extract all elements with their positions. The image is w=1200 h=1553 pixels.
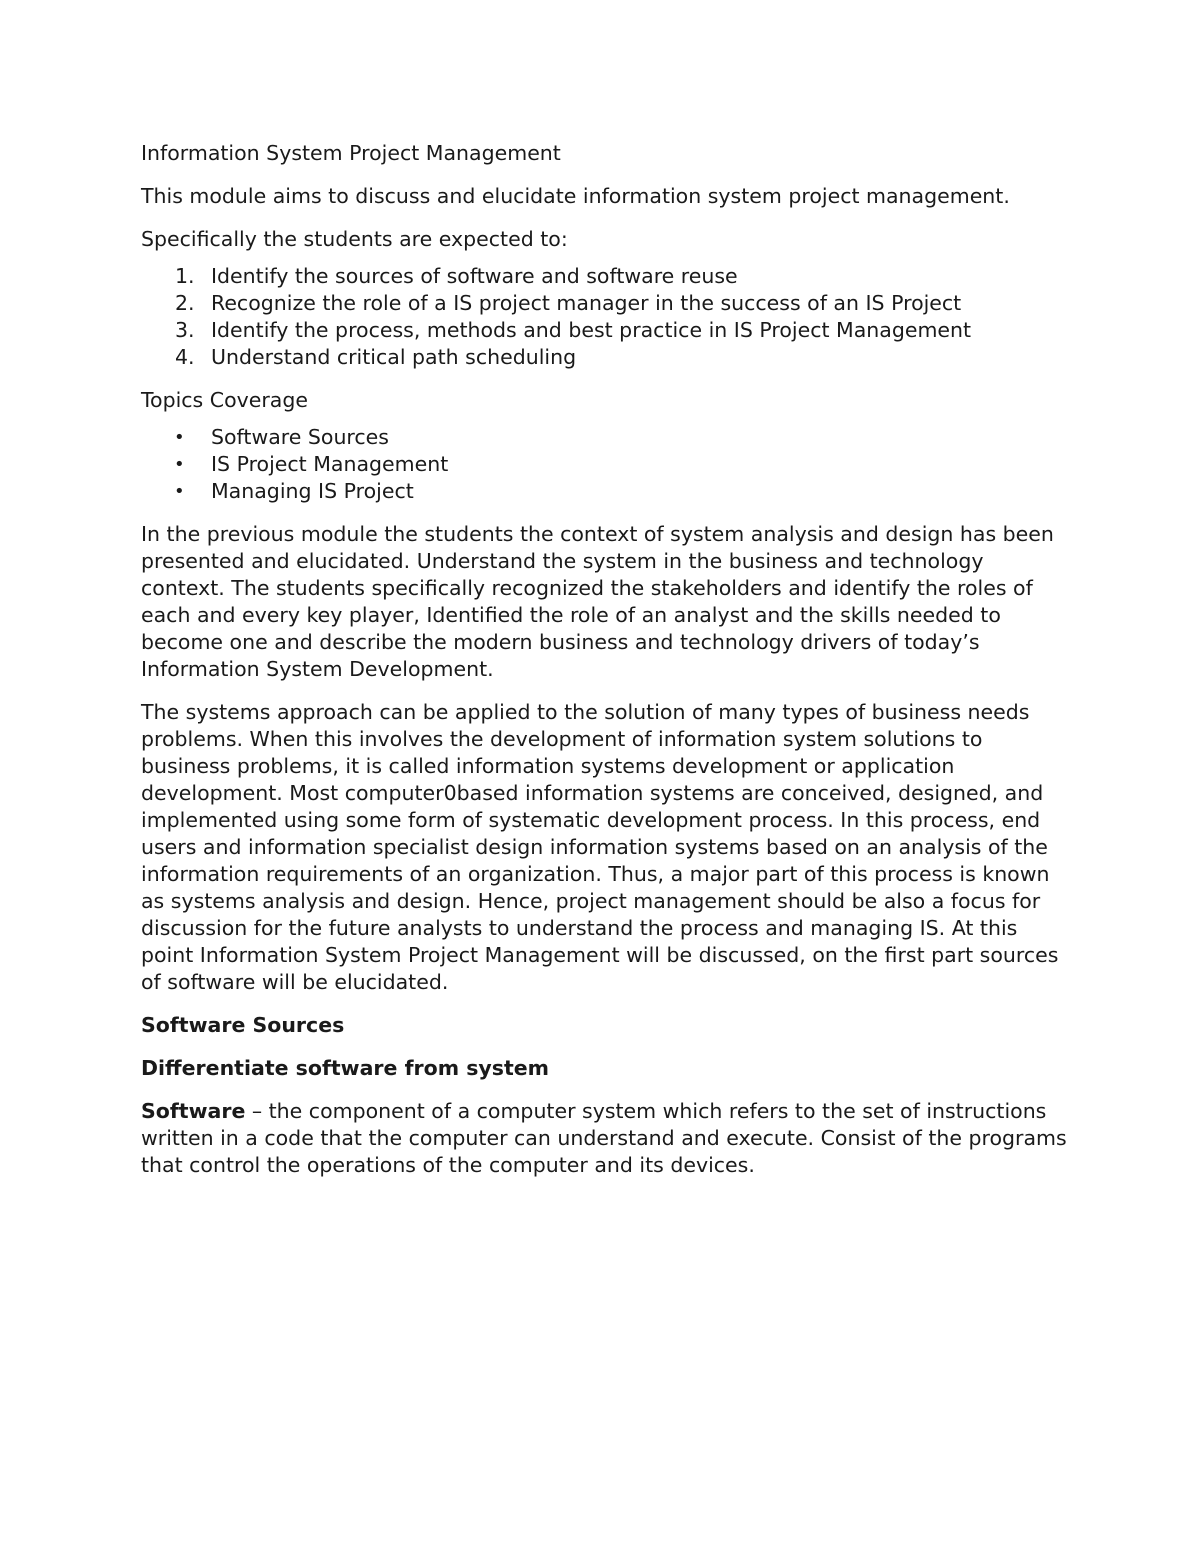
topics-list	[141, 424, 1071, 505]
list-item	[141, 344, 1071, 371]
list-number: 3.	[175, 318, 195, 342]
list-number: 1.	[175, 264, 195, 288]
list-item-text: Identify the process, methods and best practice in IS Project Management	[211, 318, 972, 342]
section-heading: Software Sources	[141, 1013, 345, 1037]
list-item-text: IS Project Management	[211, 452, 449, 476]
body-paragraph-2: The systems approach can be applied to the solution of many types of business needs problems. When this involves the development of information system solutions to business problems, it is called information systems development or application development. Most computer0based information systems are conceived, designed, and implemented using some form of systematic development process. In this process, end users and information specialist design information systems based on an analysis of the information requirements of an organization. Thus, a major part of this process is known as systems analysis and design. Hence, project management should be also a focus for discussion for the future analysts to understand the process and managing IS. At this point Information System Project Management will be discussed, on the first part sources of software will be elucidated.	[141, 700, 1059, 994]
subsection-heading: Differentiate software from system	[141, 1056, 550, 1080]
list-item-text: Recognize the role of a IS project manager in the success of an IS Project	[211, 291, 962, 315]
list-item-text: Software Sources	[211, 425, 389, 449]
list-item-text: Managing IS Project	[211, 479, 414, 503]
objectives-lead: Specifically the students are expected to:	[141, 227, 568, 251]
bullet-icon: •	[174, 427, 185, 448]
bullet-icon: •	[174, 481, 185, 502]
document-title: Information System Project Management	[141, 141, 561, 165]
intro-paragraph: This module aims to discuss and elucidate information system project management.	[141, 184, 1010, 208]
topics-heading: Topics Coverage	[141, 388, 308, 412]
definition-term: Software	[141, 1099, 246, 1123]
list-item	[141, 317, 1071, 344]
list-item-text: Identify the sources of software and software reuse	[211, 264, 738, 288]
objectives-list	[141, 263, 1071, 371]
definition-paragraph	[141, 1098, 1071, 1179]
bullet-icon: •	[174, 454, 185, 475]
list-item	[141, 290, 1071, 317]
list-item-text: Understand critical path scheduling	[211, 345, 577, 369]
definition-text: – the component of a computer system which refers to the set of instructions written in a code that the computer can understand and execute. Consist of the programs that control the operations of the computer and its devices.	[141, 1099, 1067, 1177]
body-paragraph-1: In the previous module the students the context of system analysis and design has been presented and elucidated. Understand the system in the business and technology context. The students specifically recognized the stakeholders and identify the roles of each and every key player, Identified the role of an analyst and the skills needed to become one and describe the modern business and technology drivers of today’s Information System Development.	[141, 522, 1054, 681]
list-item	[141, 478, 1071, 505]
list-number: 2.	[175, 291, 195, 315]
list-item	[141, 424, 1071, 451]
list-number: 4.	[175, 345, 195, 369]
list-item	[141, 451, 1071, 478]
list-item	[141, 263, 1071, 290]
document-page	[141, 140, 1071, 1195]
